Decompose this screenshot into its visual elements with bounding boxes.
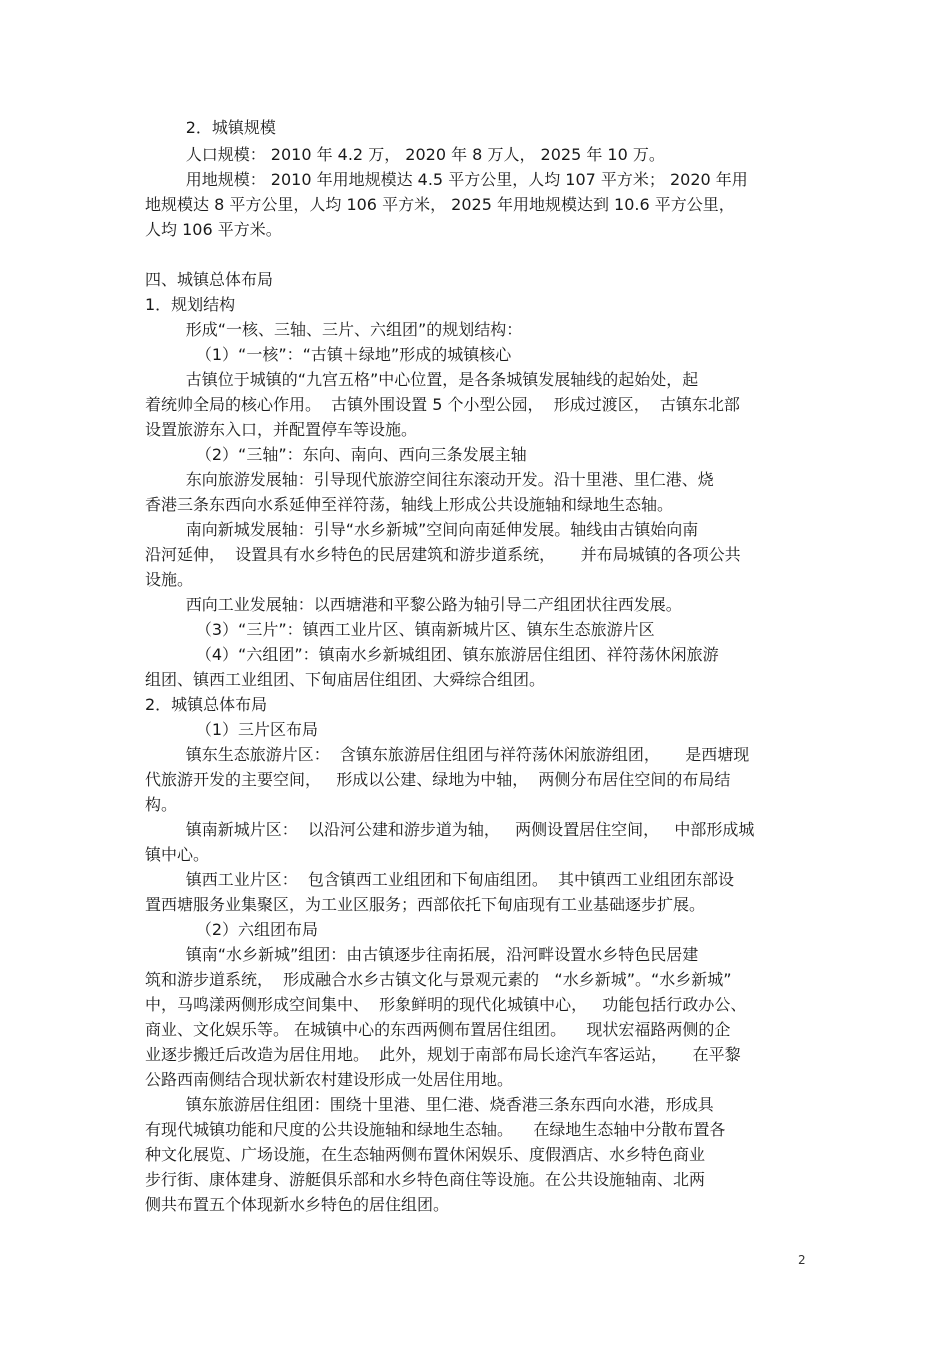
text-line: 西向工业发展轴：以西塘港和平黎公路为轴引导二产组团状往西发展。: [145, 595, 682, 614]
text-line: 筑和游步道系统， 形成融合水乡古镇文化与景观元素的 “水乡新城”。“水乡新城”: [145, 970, 732, 989]
text-line: 中，马鸣漾两侧形成空间集中、 形象鲜明的现代化城镇中心， 功能包括行政办公、: [145, 995, 747, 1014]
text-line: 业逐步搬迁后改造为居住用地。 此外，规划于南部布局长途汽车客运站， 在平黎: [145, 1045, 741, 1064]
text-line: 镇南新城片区： 以沿河公建和游步道为轴， 两侧设置居住空间， 中部形成城: [145, 820, 755, 839]
text-line: 代旅游开发的主要空间， 形成以公建、绿地为中轴， 两侧分布居住空间的布局结: [145, 770, 731, 789]
subheading-three-axes: （2）“三轴”：东向、南向、西向三条发展主轴: [145, 445, 527, 464]
text-line: 沿河延伸， 设置具有水乡特色的民居建筑和游步道系统， 并布局城镇的各项公共: [145, 545, 741, 564]
text-line: 公路西南侧结合现状新农村建设形成一处居住用地。: [145, 1070, 514, 1089]
text-line: 古镇位于城镇的“九宫五格”中心位置，是各条城镇发展轴线的起始处，起: [145, 370, 699, 389]
text-line: 着统帅全局的核心作用。 古镇外围设置 5 个小型公园， 形成过渡区， 古镇东北部: [145, 395, 740, 414]
text-line: 香港三条东西向水系延伸至祥符荡，轴线上形成公共设施轴和绿地生态轴。: [145, 495, 674, 514]
section-heading-planning-structure: 1．规划结构: [145, 295, 236, 314]
page-number: 2: [798, 1253, 806, 1267]
text-line: 步行街、康体建身、游艇俱乐部和水乡特色商住等设施。在公共设施轴南、北两: [145, 1170, 706, 1189]
text-line: 人均 106 平方米。: [145, 220, 282, 239]
text-line: 设施。: [145, 570, 194, 589]
text-line: 组团、镇西工业组团、下甸庙居住组团、大舜综合组团。: [145, 670, 546, 689]
subheading-one-core: （1）“一核”：“古镇＋绿地”形成的城镇核心: [145, 345, 512, 364]
text-line: 设置旅游东入口，并配置停车等设施。: [145, 420, 418, 439]
subheading-cluster-layout: （2）六组团布局: [145, 920, 319, 939]
text-line: 镇东生态旅游片区： 含镇东旅游居住组团与祥符荡休闲旅游组团， 是西塘现: [145, 745, 750, 764]
text-line: 侧共布置五个体现新水乡特色的居住组团。: [145, 1195, 450, 1214]
section-heading-overall-layout: 2．城镇总体布局: [145, 695, 268, 714]
text-line: 置西塘服务业集聚区，为工业区服务；西部依托下甸庙现有工业基础逐步扩展。: [145, 895, 706, 914]
text-line: 种文化展览、广场设施，在生态轴两侧布置休闲娱乐、度假酒店、水乡特色商业: [145, 1145, 706, 1164]
text-line: 形成“一核、三轴、三片、六组团”的规划结构：: [145, 320, 523, 339]
text-line: 地规模达 8 平方公里，人均 106 平方米， 2025 年用地规模达到 10.6 平方公里，: [145, 195, 735, 214]
text-line: 商业、文化娱乐等。 在城镇中心的东西两侧布置居住组团。 现状宏福路两侧的企: [145, 1020, 731, 1039]
text-line: 东向旅游发展轴：引导现代旅游空间往东滚动开发。沿十里港、里仁港、烧: [145, 470, 714, 489]
text-line: 构。: [145, 795, 178, 814]
subheading-zone-layout: （1）三片区布局: [145, 720, 319, 739]
chapter-heading: 四、城镇总体布局: [145, 270, 274, 289]
subheading-three-zones: （3）“三片”：镇西工业片区、镇南新城片区、镇东生态旅游片区: [145, 620, 655, 639]
text-line: 镇南“水乡新城”组团：由古镇逐步往南拓展，沿河畔设置水乡特色民居建: [145, 945, 699, 964]
subheading-six-clusters: （4）“六组团”：镇南水乡新城组团、镇东旅游居住组团、祥符荡休闲旅游: [145, 645, 719, 664]
text-line: 南向新城发展轴：引导“水乡新城”空间向南延伸发展。轴线由古镇始向南: [145, 520, 699, 539]
text-line: 镇西工业片区： 包含镇西工业组团和下甸庙组团。 其中镇西工业组团东部设: [145, 870, 735, 889]
text-line: 镇中心。: [145, 845, 210, 864]
section-heading-city-scale: 2．城镇规模: [145, 118, 276, 137]
text-line: 镇东旅游居住组团：围绕十里港、里仁港、烧香港三条东西向水港，形成具: [145, 1095, 714, 1114]
text-line: 用地规模： 2010 年用地规模达 4.5 平方公里，人均 107 平方米； 2020 年用: [145, 170, 748, 189]
text-line: 有现代城镇功能和尺度的公共设施轴和绿地生态轴。 在绿地生态轴中分散布置各: [145, 1120, 726, 1139]
text-line: 人口规模： 2010 年 4.2 万， 2020 年 8 万人， 2025 年 10 万。: [145, 145, 665, 164]
